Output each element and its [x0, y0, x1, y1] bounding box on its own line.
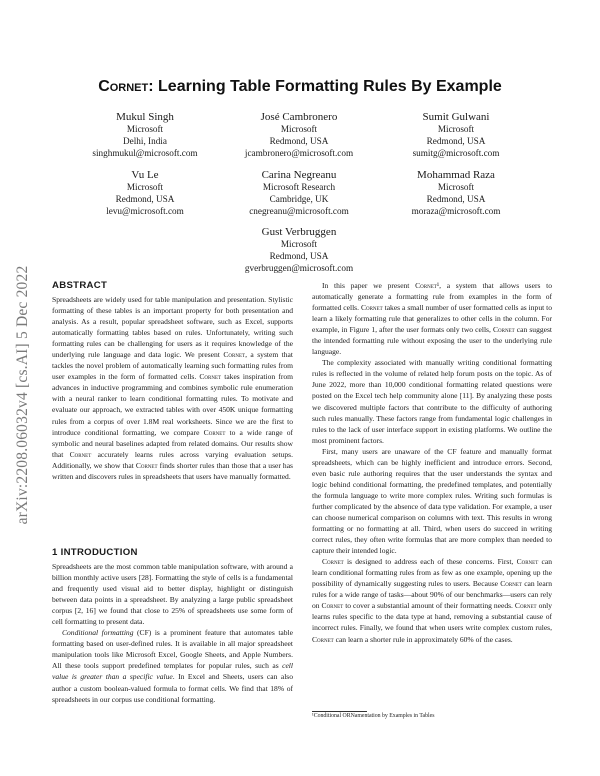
- author-entry: [381, 169, 531, 217]
- author-affiliation: Microsoft: [280, 124, 318, 134]
- author-email: jcambronero@microsoft.com: [244, 147, 354, 158]
- author-location: Redmond, USA: [269, 135, 329, 146]
- author-entry: [224, 111, 374, 159]
- author-name: Vu Le: [131, 169, 159, 181]
- author-affiliation: Microsoft Research: [262, 182, 336, 192]
- right-paragraph-4: Cornet is designed to address each of these concerns. First, Cornet can learn conditional formatting rules from as few as one example, opening up the possibility of dynamically suggesting rules to users. Because Cornet can learn rules for a wide range of tasks—about 90% of our benchmarks—users can rely on Cornet to cover a substantial amount of their formatting needs. Cornet only learns rules specific to the data type at hand, removing a substantial cause of incorrect rules. Finally, we found that when users write complex custom rules, Cornet can learn a shorter rule in approximately 60% of the cases.: [312, 557, 552, 644]
- author-affiliation: Microsoft: [126, 124, 164, 134]
- author-name: Sumit Gulwani: [422, 111, 490, 123]
- intro-paragraph-2: Conditional formatting (CF) is a prominent feature that automates table formatting based on user-defined rules. It is available in all major spreadsheet manipulation tools like Microsoft Excel, Google Sheets, and Apple Numbers. All these tools support predefined templates for popular rules, such as cell value is greater than a specific value. In Excel and Sheets, users can also author a custom boolean-valued formula to format cells. We find that 18% of spreadsheets in our corpus use conditional formatting.: [52, 628, 294, 704]
- author-name: Mukul Singh: [116, 111, 174, 123]
- author-email: gverbruggen@microsoft.com: [244, 262, 354, 273]
- intro-paragraph-1: Spreadsheets are the most common table manipulation software, with around a billion monthly active users [28]. Formatting the style of cells is a fundamental and frequently used visual aid to better display, highlight or distinguish between data points in a spreadsheet. By analyzing a large public spreadsheet corpus [2, 16] we found that close to 25% of spreadsheets use some form of cell formatting to present data.: [52, 562, 293, 627]
- author-entry: [70, 111, 220, 159]
- right-paragraph-1: In this paper we present Cornet¹, a system that allows users to automatically generate a formatting rule from examples in the form of formatted cells. Cornet takes a small number of user formatted cells as input to learn a likely formatting rule that generalizes to other cells in the column. For example, in Figure 1, after the user formats only two cells, Cornet can suggest the intended formatting rule without exposing the user to the underlying rule language.: [312, 281, 553, 357]
- right-paragraph-3: First, many users are unaware of the CF feature and manually format spreadsheets, which can be highly inefficient and introduce errors. Second, even basic rule authoring requires that the user understands the syntax and logic behind conditional formatting, the predefined templates, and potentially the formula language to write more complex rules. Writing such formulas is further complicated by the absence of data type validation. For example, a user can choose numerical comparison on columns with text. This results in wrong formatting or no formatting at all. Third, when users do succeed in writing correct rules, they often write formulas that are more complex than needed to capture their intended logic.: [312, 446, 552, 556]
- author-affiliation: Microsoft: [126, 182, 164, 192]
- author-entry: [381, 111, 531, 159]
- author-affiliation: Microsoft: [437, 124, 475, 134]
- author-location: Redmond, USA: [426, 193, 486, 204]
- abstract-heading: ABSTRACT: [52, 280, 108, 291]
- abstract-paragraph: Spreadsheets are widely used for table manipulation and presentation. Stylistic formatting of these tables is an important property for both presentation and analysis. As a result, popular spreadsheet software, such as Excel, supports automatically formatting tables based on rules. Unfortunately, writing such formatting rules can be challenging for users as it requires knowledge of the underlying rule language and data logic. We present Cornet, a system that tackles the novel problem of automatically learning such formatting rules from user examples in the form of formatted cells. Cornet takes inspiration from advances in inductive programming and combines symbolic rule enumeration with a neural ranker to learn conditional formatting rules. To motivate and evaluate our approach, we extracted tables with over 450K unique formatting rules from a corpus of over 1.8M real worksheets. Since we are the first to introduce conditional formatting, we compare Cornet to a wide range of symbolic and neural baselines adapted from related domains. Our results show that Cornet accurately learns rules across varying evaluation setups. Additionally, we show that Cornet finds shorter rules than those that a user has written and discovers rules in spreadsheets that users have manually formatted.: [52, 295, 293, 481]
- author-affiliation: Microsoft: [280, 239, 318, 249]
- footnote: ¹Conditional ORNamentation by Examples in Tables: [312, 713, 435, 719]
- right-column-text: [312, 280, 552, 645]
- author-entry: [70, 169, 220, 217]
- author-location: Redmond, USA: [269, 250, 329, 261]
- footnote-rule: [312, 711, 367, 712]
- author-name: Gust Verbruggen: [261, 226, 337, 238]
- author-email: cnegreanu@microsoft.com: [249, 205, 349, 216]
- author-location: Redmond, USA: [426, 135, 486, 146]
- author-name: Mohammad Raza: [417, 169, 495, 181]
- introduction-text: [52, 561, 293, 705]
- author-entry: [224, 169, 374, 217]
- right-paragraph-2: The complexity associated with manually writing conditional formatting rules is reflected in the volume of related help forum posts on the topic. As of June 2022, more than 10,000 conditional formatting related questions were posted on the Excel tech help community alone [11]. By analyzing these posts we discovered multiple factors that contribute to the difficulty of authoring such rules manually. These factors range from fundamental logic challenges in rules to the lack of user interface support in existing platforms. We outline the most prominent factors.: [312, 358, 552, 445]
- author-email: sumitg@microsoft.com: [412, 147, 500, 158]
- abstract-text: [52, 294, 293, 482]
- author-email: singhmukul@microsoft.com: [92, 147, 198, 158]
- author-name: José Cambronero: [260, 111, 338, 123]
- author-entry: [224, 226, 374, 274]
- arxiv-identifier: arXiv:2208.06032v4 [cs.AI] 5 Dec 2022: [14, 265, 31, 525]
- author-location: Delhi, India: [123, 135, 167, 146]
- author-location: Cambridge, UK: [269, 193, 329, 204]
- introduction-heading: 1 INTRODUCTION: [52, 547, 138, 558]
- author-affiliation: Microsoft: [437, 182, 475, 192]
- author-name: Carina Negreanu: [261, 169, 337, 181]
- author-location: Redmond, USA: [115, 193, 175, 204]
- paper-title: Cornet: Learning Table Formatting Rules By Example: [98, 78, 502, 95]
- author-email: moraza@microsoft.com: [411, 205, 501, 216]
- author-email: levu@microsoft.com: [106, 205, 184, 216]
